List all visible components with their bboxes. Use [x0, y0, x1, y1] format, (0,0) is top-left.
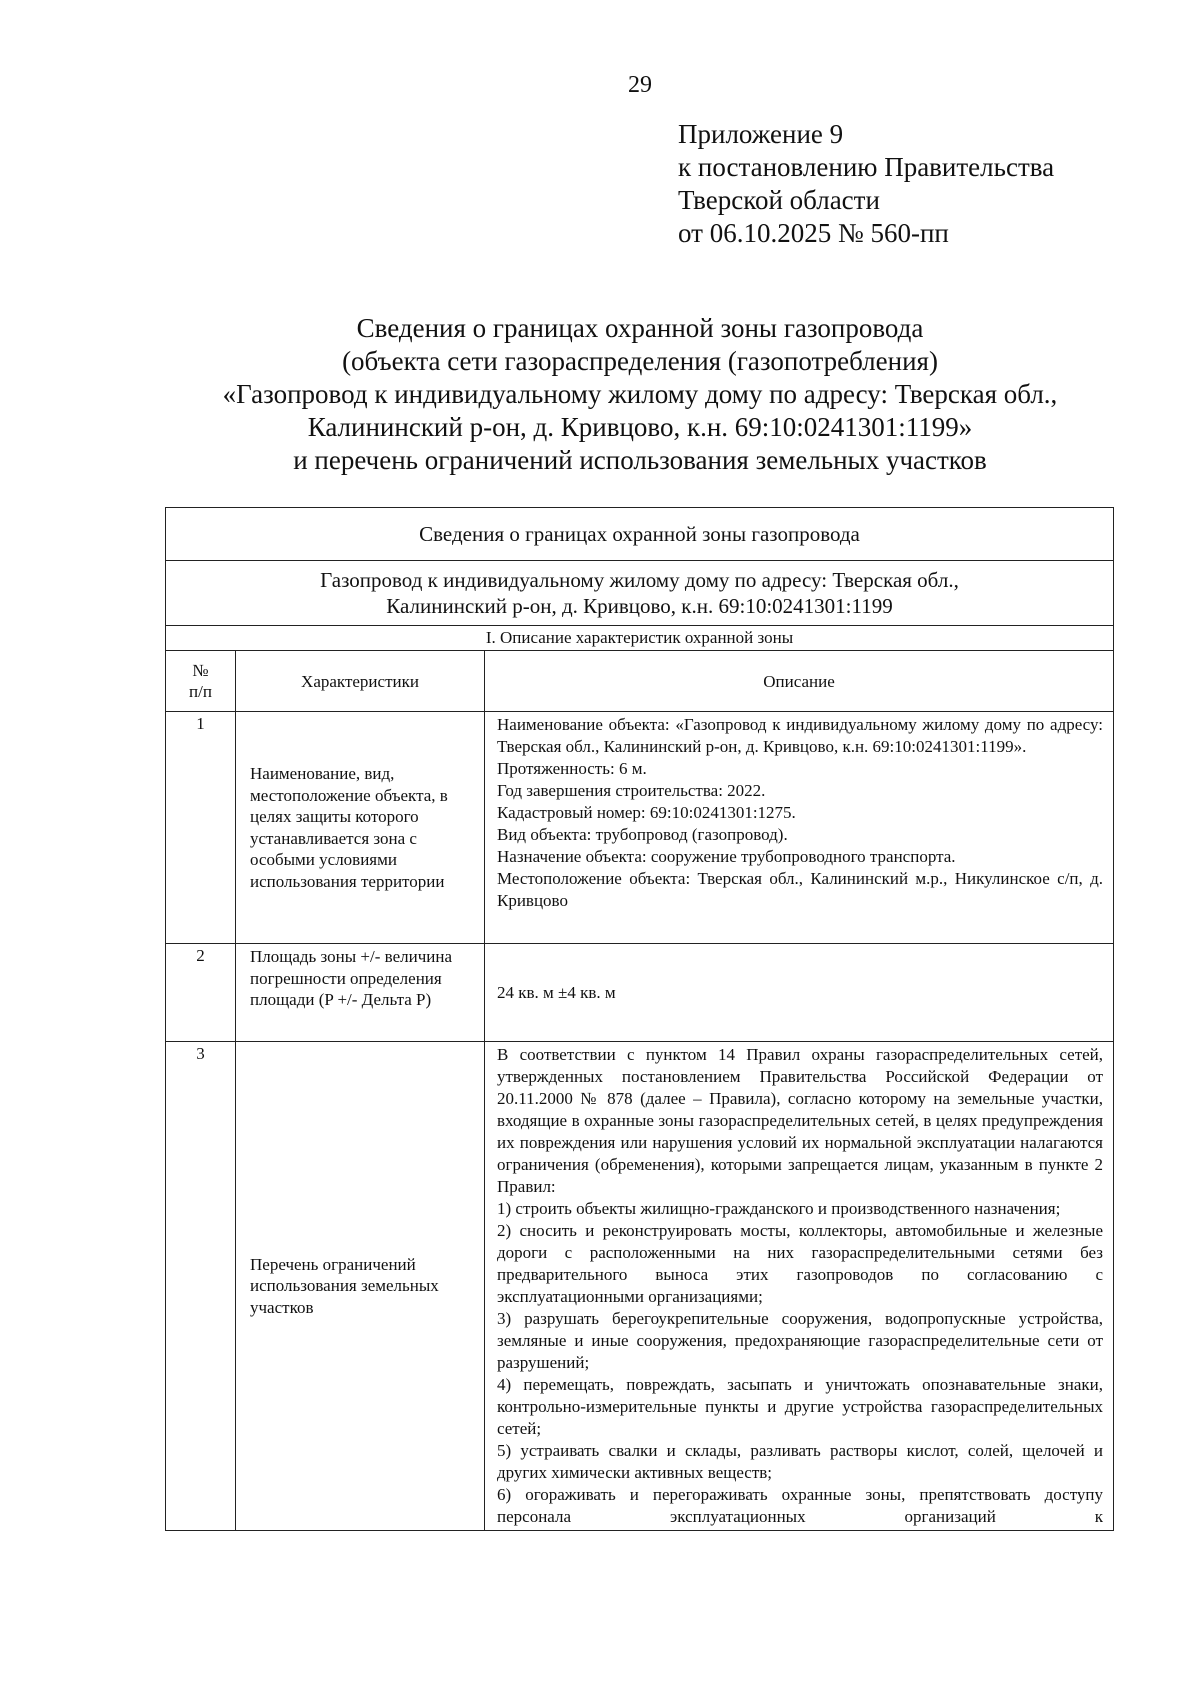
description-paragraph: Кадастровый номер: 69:10:0241301:1275.	[497, 803, 796, 822]
table-header-main: Сведения о границах охранной зоны газопровода	[166, 508, 1114, 561]
table-row	[166, 944, 1114, 1042]
row-characteristic: Площадь зоны +/- величина погрешности определения площади (P +/- Дельта P)	[236, 944, 485, 1042]
row-description	[485, 1042, 1114, 1531]
page-number: 29	[628, 72, 652, 98]
column-header-number-line: №	[192, 661, 209, 680]
description-paragraph: 3) разрушать берегоукрепительные сооружения, водопропускные устройства, земляные и иные сооружения, предохраняющие газораспределительные сети от разрушений;	[497, 1309, 1104, 1372]
document-title	[130, 312, 1150, 477]
table-row	[166, 712, 1114, 944]
table-object-name	[166, 561, 1114, 626]
row-number: 2	[166, 944, 236, 1042]
row-characteristic: Перечень ограничений использования земельных участков	[236, 1042, 485, 1531]
column-header-characteristics: Характеристики	[236, 651, 485, 712]
section-title: I. Описание характеристик охранной зоны	[166, 626, 1114, 651]
column-header-description: Описание	[485, 651, 1114, 712]
appendix-block	[678, 118, 1054, 250]
row-number: 1	[166, 712, 236, 944]
object-name-line: Калининский р-он, д. Кривцово, к.н. 69:10:0241301:1199	[386, 594, 893, 618]
row-description	[485, 944, 1114, 1042]
title-line: (объекта сети газораспределения (газопотребления)	[342, 346, 938, 376]
description-paragraph: 6) огораживать и перегораживать охранные зоны, препятствовать доступу персонала эксплуатационных организаций к	[497, 1485, 1104, 1526]
appendix-line: к постановлению Правительства	[678, 152, 1055, 182]
description-paragraph: Местоположение объекта: Тверская обл., Калининский м.р., Никулинское с/п, д. Кривцово	[497, 869, 1104, 910]
column-header-number-line: п/п	[189, 682, 212, 701]
appendix-line: Тверской области	[678, 185, 880, 215]
description-paragraph: Вид объекта: трубопровод (газопровод).	[497, 825, 788, 844]
title-line: Калининский р-он, д. Кривцово, к.н. 69:10:0241301:1199»	[307, 412, 973, 442]
description-paragraph: Назначение объекта: сооружение трубопроводного транспорта.	[497, 847, 956, 866]
table-row	[166, 1042, 1114, 1531]
description-paragraph: 24 кв. м ±4 кв. м	[497, 982, 616, 1002]
title-line: «Газопровод к индивидуальному жилому дому по адресу: Тверская обл.,	[222, 379, 1058, 409]
description-paragraph: Протяженность: 6 м.	[497, 759, 647, 778]
description-paragraph: 4) перемещать, повреждать, засыпать и уничтожать опознавательные знаки, контрольно-измерительные пункты и другие устройства газораспределительных сетей;	[497, 1375, 1104, 1438]
title-line: Сведения о границах охранной зоны газопровода	[356, 313, 924, 343]
object-name-line: Газопровод к индивидуальному жилому дому по адресу: Тверская обл.,	[320, 568, 959, 592]
row-description	[485, 712, 1114, 944]
description-paragraph: 1) строить объекты жилищно-гражданского и производственного назначения;	[497, 1199, 1061, 1218]
description-paragraph: 5) устраивать свалки и склады, разливать растворы кислот, солей, щелочей и других химически активных веществ;	[497, 1441, 1104, 1482]
description-paragraph: Наименование объекта: «Газопровод к индивидуальному жилому дому по адресу: Тверская обл., Калининский р-он, д. Кривцово, к.н. 69:10:0241301:1199».	[497, 715, 1104, 756]
appendix-line: от 06.10.2025 № 560-пп	[678, 218, 949, 248]
column-header-number	[166, 651, 236, 712]
row-characteristic: Наименование, вид, местоположение объекта, в целях защиты которого устанавливается зона с особыми условиями использования территории	[236, 712, 485, 944]
description-paragraph: В соответствии с пунктом 14 Правил охраны газораспределительных сетей, утвержденных постановлением Правительства Российской Федерации от 20.11.2000 № 878 (далее – Правила), согласно которому на земельные участки, входящие в охранные зоны газораспределительных сетей, в целях предупреждения их повреждения или нарушения условий их нормальной эксплуатации налагаются ограничения (обременения), которыми запрещается лицам, указанным в пункте 2 Правил:	[497, 1045, 1104, 1196]
row-number: 3	[166, 1042, 236, 1531]
zone-info-table	[165, 507, 1114, 1531]
description-paragraph: 2) сносить и реконструировать мосты, коллекторы, автомобильные и железные дороги с расположенными на них газораспределительными сетями без предварительного выноса этих газопроводов по согласованию с эксплуатационными организациями;	[497, 1221, 1104, 1306]
title-line: и перечень ограничений использования земельных участков	[293, 445, 987, 475]
description-paragraph: Год завершения строительства: 2022.	[497, 781, 766, 800]
appendix-line: Приложение 9	[678, 119, 844, 149]
